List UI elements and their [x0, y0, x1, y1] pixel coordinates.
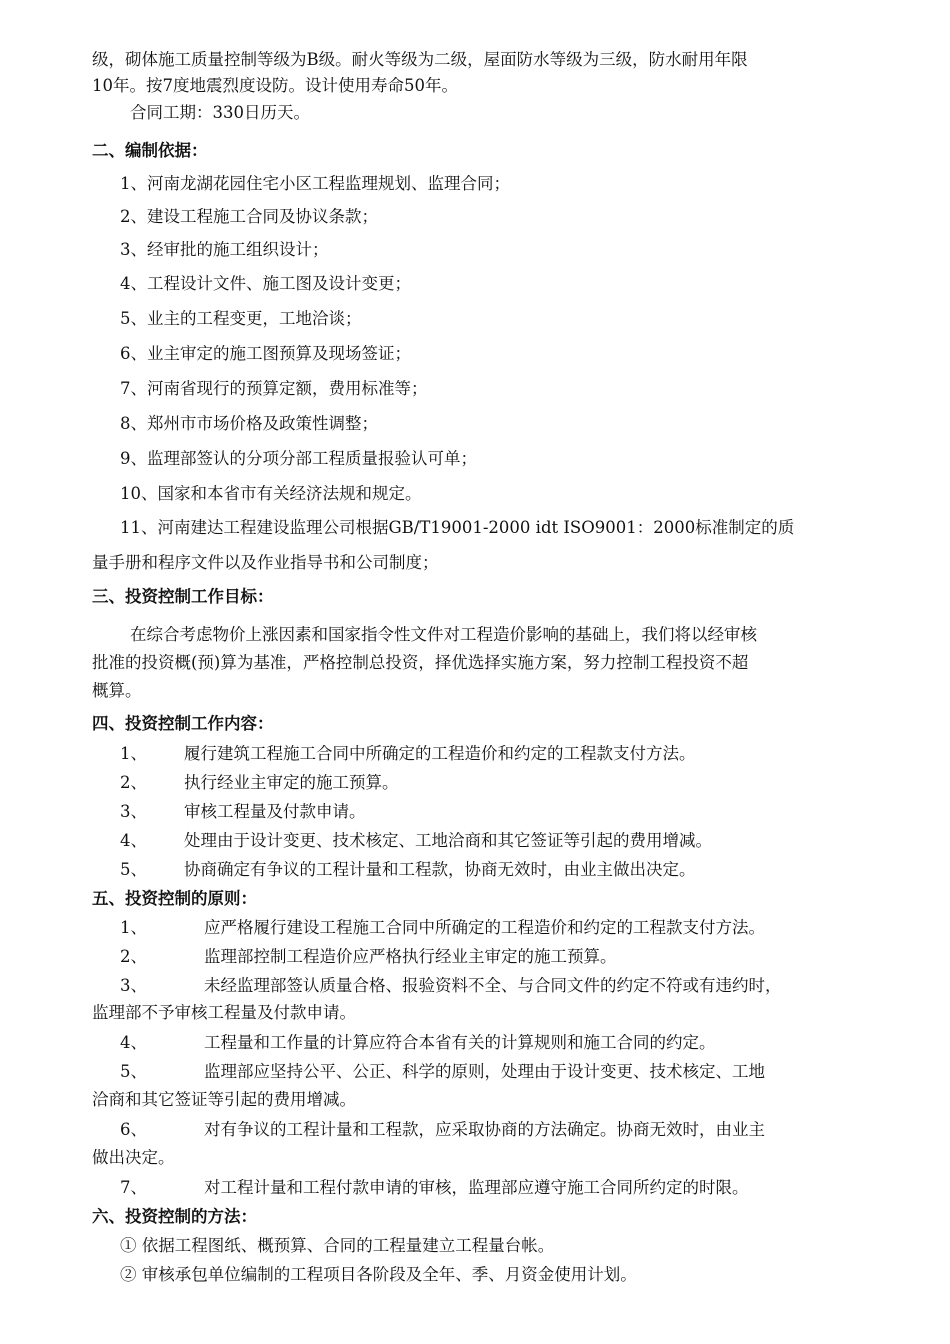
- section-heading-goal: 三、投资控制工作目标：: [92, 587, 274, 606]
- principle-item-3: [120, 973, 870, 999]
- principle-item-3-cont: 监理部不予审核工程量及付款申请。: [92, 1003, 356, 1022]
- content-item-4: [120, 828, 870, 854]
- content-item-3: [120, 799, 870, 825]
- goal-para-line-2: 批准的投资概(预)算为基准，严格控制总投资，择优选择实施方案，努力控制工程投资不超: [92, 653, 749, 672]
- basis-item-4: 4、工程设计文件、施工图及设计变更；: [120, 274, 411, 293]
- content-item-5-text: 协商确定有争议的工程计量和工程款，协商无效时，由业主做出决定。: [184, 860, 696, 879]
- section-heading-principles: 五、投资控制的原则：: [92, 889, 257, 908]
- principle-item-3-text: 未经监理部签认质量合格、报验资料不全、与合同文件的约定不符或有违约时，: [204, 976, 782, 995]
- principle-item-6-cont: 做出决定。: [92, 1148, 175, 1167]
- content-item-1-num: 1、: [120, 744, 147, 763]
- content-item-3-text: 审核工程量及付款申请。: [184, 802, 366, 821]
- principle-item-5-num: 5、: [120, 1062, 147, 1081]
- basis-item-1: 1、河南龙湖花园住宅小区工程监理规划、监理合同；: [120, 174, 510, 193]
- section-heading-content: 四、投资控制工作内容：: [92, 714, 274, 733]
- method-item-1: ① 依据工程图纸、概预算、合同的工程量建立工程量台帐。: [120, 1236, 555, 1255]
- basis-item-3: 3、经审批的施工组织设计；: [120, 240, 329, 259]
- content-item-2: [120, 770, 870, 796]
- principle-item-5-text: 监理部应坚持公平、公正、科学的原则，处理由于设计变更、技术核定、工地: [204, 1062, 765, 1081]
- basis-item-7: 7、河南省现行的预算定额，费用标准等；: [120, 379, 428, 398]
- content-item-2-num: 2、: [120, 773, 147, 792]
- content-item-5-num: 5、: [120, 860, 147, 879]
- principle-item-7-num: 7、: [120, 1178, 147, 1197]
- principle-item-7-text: 对工程计量和工程付款申请的审核，监理部应遵守施工合同所约定的时限。: [204, 1178, 749, 1197]
- principle-item-2: [120, 944, 870, 970]
- content-item-5: [120, 857, 870, 883]
- principle-item-7: [120, 1175, 870, 1201]
- contract-period: 合同工期：330日历天。: [130, 103, 310, 122]
- principle-item-1: [120, 915, 870, 941]
- principle-item-5-cont: 洽商和其它签证等引起的费用增减。: [92, 1090, 356, 1109]
- principle-item-2-num: 2、: [120, 947, 147, 966]
- basis-item-5: 5、业主的工程变更，工地洽谈；: [120, 309, 362, 328]
- principle-item-4-num: 4、: [120, 1033, 147, 1052]
- content-item-2-text: 执行经业主审定的施工预算。: [184, 773, 399, 792]
- basis-item-2: 2、建设工程施工合同及协议条款；: [120, 207, 378, 226]
- basis-item-10: 10、国家和本省市有关经济法规和规定。: [120, 484, 422, 503]
- intro-line-1: 级，砌体施工质量控制等级为B级。耐火等级为二级，屋面防水等级为三级，防水耐用年限: [92, 50, 748, 69]
- principle-item-6-num: 6、: [120, 1120, 147, 1139]
- principle-item-3-num: 3、: [120, 976, 147, 995]
- basis-item-8: 8、郑州市市场价格及政策性调整；: [120, 414, 378, 433]
- content-item-4-num: 4、: [120, 831, 147, 850]
- principle-item-1-num: 1、: [120, 918, 147, 937]
- goal-para-line-1: 在综合考虑物价上涨因素和国家指令性文件对工程造价影响的基础上，我们将以经审核: [130, 625, 757, 644]
- content-item-4-text: 处理由于设计变更、技术核定、工地洽商和其它签证等引起的费用增减。: [184, 831, 712, 850]
- principle-item-1-text: 应严格履行建设工程施工合同中所确定的工程造价和约定的工程款支付方法。: [204, 918, 765, 937]
- basis-item-9: 9、监理部签认的分项分部工程质量报验认可单；: [120, 449, 477, 468]
- intro-line-2: 10年。按7度地震烈度设防。设计使用寿命50年。: [92, 76, 458, 95]
- goal-para-line-3: 概算。: [92, 681, 142, 700]
- basis-item-11-line-2: 量手册和程序文件以及作业指导书和公司制度；: [92, 553, 439, 572]
- content-item-1: [120, 741, 870, 767]
- principle-item-4: [120, 1030, 870, 1056]
- content-item-1-text: 履行建筑工程施工合同中所确定的工程造价和约定的工程款支付方法。: [184, 744, 696, 763]
- basis-item-11-line-1: 11、河南建达工程建设监理公司根据GB/T19001-2000 idt ISO9001：2000标准制定的质: [120, 518, 795, 537]
- principle-item-6: [120, 1117, 870, 1143]
- principle-item-6-text: 对有争议的工程计量和工程款，应采取协商的方法确定。协商无效时，由业主: [204, 1120, 765, 1139]
- content-item-3-num: 3、: [120, 802, 147, 821]
- principle-item-5: [120, 1059, 870, 1085]
- basis-item-6: 6、业主审定的施工图预算及现场签证；: [120, 344, 411, 363]
- method-item-2: ② 审核承包单位编制的工程项目各阶段及全年、季、月资金使用计划。: [120, 1265, 637, 1284]
- principle-item-4-text: 工程量和工作量的计算应符合本省有关的计算规则和施工合同的约定。: [204, 1033, 716, 1052]
- section-heading-methods: 六、投资控制的方法：: [92, 1207, 257, 1226]
- section-heading-basis: 二、编制依据：: [92, 141, 208, 160]
- principle-item-2-text: 监理部控制工程造价应严格执行经业主审定的施工预算。: [204, 947, 617, 966]
